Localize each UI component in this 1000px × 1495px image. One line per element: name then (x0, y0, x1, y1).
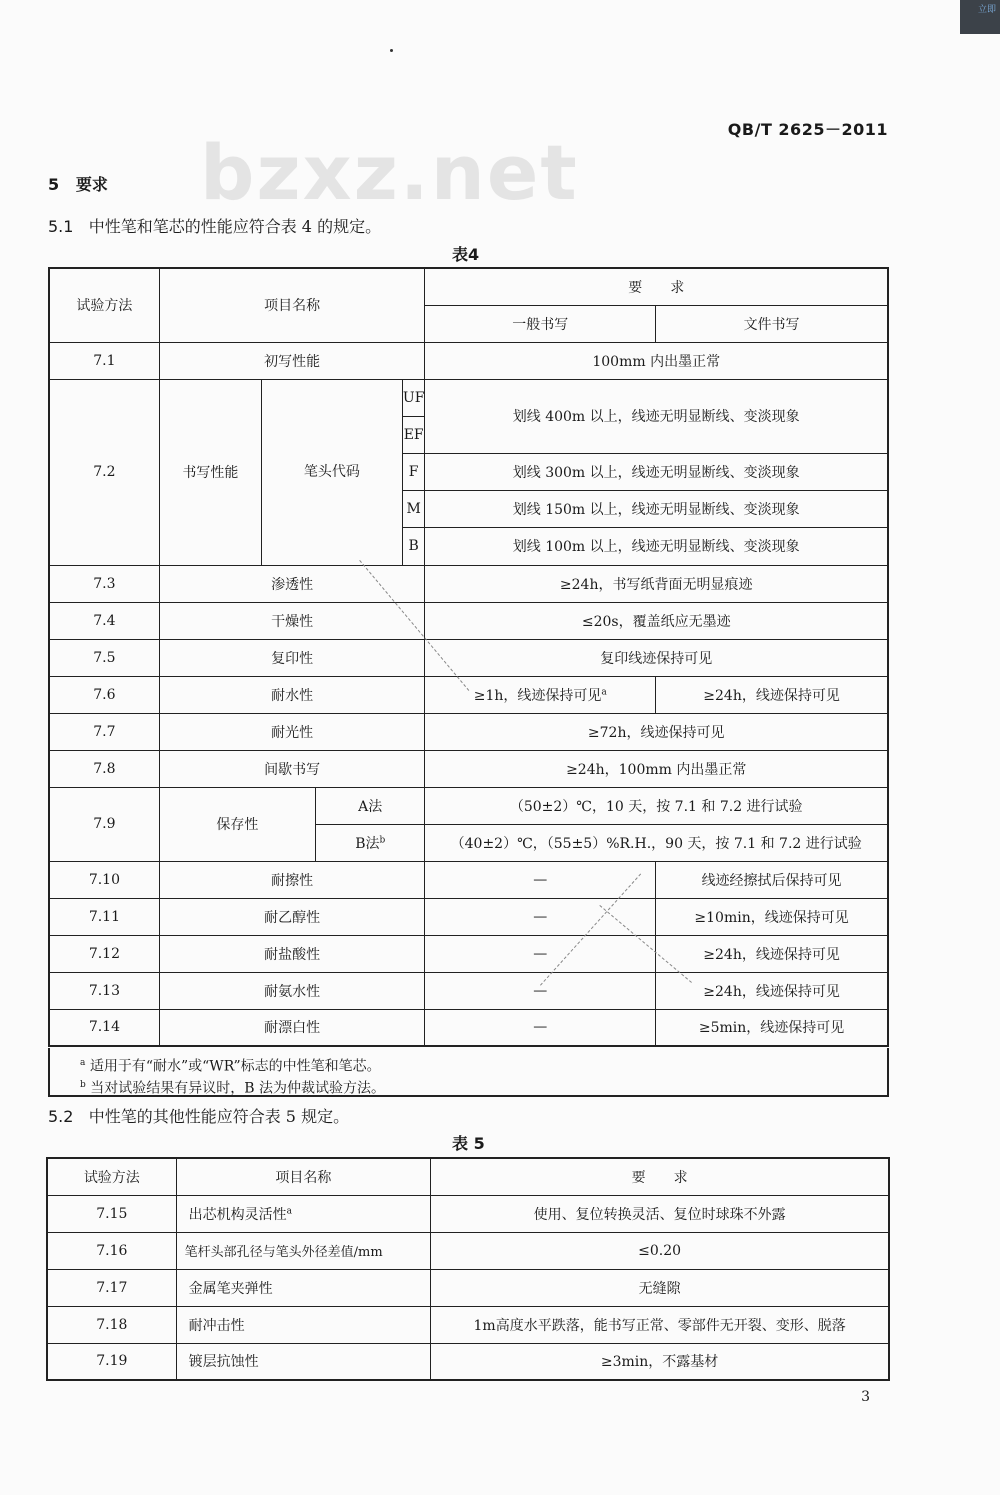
requirement-cell: ≥3min，不露基材 (431, 1343, 889, 1380)
section-5-heading (48, 172, 108, 195)
general-requirement-cell: — (425, 898, 656, 935)
requirement-cell: ≥72h，线迹保持可见 (425, 713, 888, 750)
header-requirement: 要 求 (425, 268, 888, 305)
table-row (49, 935, 888, 972)
table-row (47, 1343, 889, 1380)
table-row (47, 1195, 889, 1232)
requirement-text: ≥1h，线迹保持可见 (473, 687, 602, 704)
footnote-marker: b (80, 1080, 86, 1090)
nib-code-label: 笔头代码 (262, 380, 403, 565)
document-requirement-cell: ≥24h，线迹保持可见 (656, 935, 888, 972)
sub-method-cell: A法 (316, 787, 425, 824)
general-requirement-cell: — (425, 1009, 656, 1046)
table-row (49, 602, 888, 639)
section-number: 5 (48, 175, 60, 194)
method-cell: 7.13 (49, 972, 159, 1009)
sub-item-cell (261, 379, 425, 565)
table-4 (48, 267, 889, 1047)
item-cell: 耐乙醇性 (159, 898, 425, 935)
requirement-cell: 无缝隙 (431, 1269, 889, 1306)
document-requirement-cell: ≥24h，线迹保持可见 (656, 676, 888, 713)
table-row (49, 972, 888, 1009)
method-cell: 7.19 (47, 1343, 176, 1380)
table-row (49, 861, 888, 898)
requirement-cell: 1m高度水平跌落，能书写正常、零部件无开裂、变形、脱落 (431, 1306, 889, 1343)
footnote-marker: a (286, 1205, 293, 1216)
item-cell: 初写性能 (159, 342, 425, 379)
item-cell: 间歇书写 (159, 750, 425, 787)
section-number: 5.1 (48, 217, 74, 236)
item-cell (176, 1195, 431, 1232)
header-item: 项目名称 (176, 1158, 431, 1195)
document-requirement-cell: ≥10min，线迹保持可见 (656, 898, 888, 935)
general-requirement-cell: — (425, 861, 656, 898)
item-cell: 笔杆头部孔径与笔头外径差值/mm (176, 1232, 431, 1269)
requirement-cell: ≤0.20 (431, 1232, 889, 1269)
method-cell: 7.17 (47, 1269, 176, 1306)
requirement-cell: 划线 300m 以上，线迹无明显断线、变淡现象 (425, 453, 888, 490)
section-title: 要求 (75, 175, 108, 194)
requirement-cell: （40±2）℃，（55±5）%R.H.，90 天，按 7.1 和 7.2 进行试验 (425, 824, 888, 861)
item-cell: 耐冲击性 (176, 1306, 431, 1343)
section-5-1 (48, 214, 381, 237)
table-4-title: 表4 (452, 245, 480, 264)
table-row (49, 898, 888, 935)
header-general-writing: 一般书写 (425, 305, 656, 342)
nib-code: UF (403, 380, 425, 417)
general-requirement-cell: — (425, 935, 656, 972)
header-requirement: 要 求 (431, 1158, 889, 1195)
item-cell: 耐擦性 (159, 861, 425, 898)
method-cell: 7.15 (47, 1195, 176, 1232)
footnote-text: 适用于有“耐水”或“WR”标志的中性笔和笔芯。 (89, 1058, 381, 1075)
requirement-cell: ≥24h，书写纸背面无明显痕迹 (425, 565, 888, 602)
item-cell: 镀层抗蚀性 (176, 1343, 431, 1380)
method-cell: 7.11 (49, 898, 159, 935)
requirement-cell: 划线 150m 以上，线迹无明显断线、变淡现象 (425, 491, 888, 528)
item-text: 出芯机构灵活性 (188, 1206, 287, 1223)
header-document-writing: 文件书写 (656, 305, 888, 342)
requirement-cell: 100mm 内出墨正常 (425, 342, 888, 379)
item-cell: 耐氨水性 (159, 972, 425, 1009)
section-text: 中性笔和笔芯的性能应符合表 4 的规定。 (88, 217, 382, 236)
method-cell: 7.10 (49, 861, 159, 898)
method-cell: 7.3 (49, 565, 159, 602)
method-cell: 7.6 (49, 676, 159, 713)
method-cell: 7.8 (49, 750, 159, 787)
watermark: bzxz.net (200, 128, 579, 217)
method-cell: 7.2 (49, 379, 159, 565)
header-item: 项目名称 (159, 268, 425, 342)
standard-number: QB/T 2625－2011 (727, 120, 888, 139)
method-cell: 7.18 (47, 1306, 176, 1343)
nib-code: B (408, 538, 419, 555)
table-row (49, 1009, 888, 1046)
document-requirement-cell: ≥5min，线迹保持可见 (656, 1009, 888, 1046)
item-cell: 书写性能 (159, 379, 261, 565)
method-cell: 7.12 (49, 935, 159, 972)
nib-code: F (403, 454, 425, 491)
item-cell: 复印性 (159, 639, 425, 676)
requirement-cell: ≥24h，100mm 内出墨正常 (425, 750, 888, 787)
item-cell: 耐漂白性 (159, 1009, 425, 1046)
table-4-footnotes (48, 1048, 889, 1097)
sub-method-cell (316, 824, 425, 861)
requirement-cell: 划线 400m 以上，线迹无明显断线、变淡现象 (425, 379, 888, 453)
table-row (49, 750, 888, 787)
item-cell: 耐水性 (159, 676, 425, 713)
table-row (47, 1306, 889, 1343)
nib-code: M (403, 491, 425, 528)
footnote-text: 当对试验结果有异议时，B 法为仲裁试验方法。 (90, 1080, 385, 1097)
nib-code-list (403, 380, 425, 565)
table-row (49, 379, 888, 416)
general-requirement-cell (425, 676, 656, 713)
method-cell: 7.16 (47, 1232, 176, 1269)
footnote-marker: a (601, 686, 607, 697)
item-cell: 干燥性 (159, 602, 425, 639)
footnote-a (80, 1052, 887, 1074)
item-cell: 耐光性 (159, 713, 425, 750)
item-cell: 耐盐酸性 (159, 935, 425, 972)
nib-code: EF (403, 417, 425, 454)
table-row (47, 1232, 889, 1269)
method-cell: 7.9 (49, 787, 159, 861)
item-cell: 金属笔夹弹性 (176, 1269, 431, 1306)
method-cell: 7.4 (49, 602, 159, 639)
requirement-cell: 划线 100m 以上，线迹无明显断线、变淡现象 (425, 528, 888, 565)
footnote-marker: a (80, 1058, 86, 1068)
table-row (49, 342, 888, 379)
table-5 (46, 1157, 890, 1381)
general-requirement-cell: — (425, 972, 656, 1009)
section-text: 中性笔的其他性能应符合表 5 规定。 (88, 1107, 350, 1126)
table-row (49, 676, 888, 713)
method-cell: 7.1 (49, 342, 159, 379)
table-5-title: 表 5 (452, 1134, 485, 1153)
requirement-cell: （50±2）℃，10 天，按 7.1 和 7.2 进行试验 (425, 787, 888, 824)
header-method: 试验方法 (49, 268, 159, 342)
table-row (47, 1269, 889, 1306)
requirement-cell: ≤20s，覆盖纸应无墨迹 (425, 602, 888, 639)
method-cell: 7.14 (49, 1009, 159, 1046)
document-requirement-cell: ≥24h，线迹保持可见 (656, 972, 888, 1009)
requirement-cell: 使用、复位转换灵活、复位时球珠不外露 (431, 1195, 889, 1232)
document-requirement-cell: 线迹经擦拭后保持可见 (656, 861, 888, 898)
item-cell: 保存性 (159, 787, 315, 861)
requirement-cell: 复印线迹保持可见 (425, 639, 888, 676)
corner-tab[interactable]: 立即 (960, 0, 1000, 34)
table-row (49, 713, 888, 750)
section-5-2 (48, 1104, 349, 1127)
method-cell: 7.7 (49, 713, 159, 750)
footnote-marker: b (379, 834, 386, 845)
table-row (49, 787, 888, 824)
item-cell: 渗透性 (159, 565, 425, 602)
section-number: 5.2 (48, 1107, 74, 1126)
header-method: 试验方法 (47, 1158, 176, 1195)
footnote-b (80, 1074, 887, 1096)
scan-speck (390, 49, 393, 52)
table-row (49, 639, 888, 676)
sub-method-label: B法 (355, 835, 380, 852)
method-cell: 7.5 (49, 639, 159, 676)
table-row (49, 565, 888, 602)
page-number: 3 (861, 1389, 870, 1405)
